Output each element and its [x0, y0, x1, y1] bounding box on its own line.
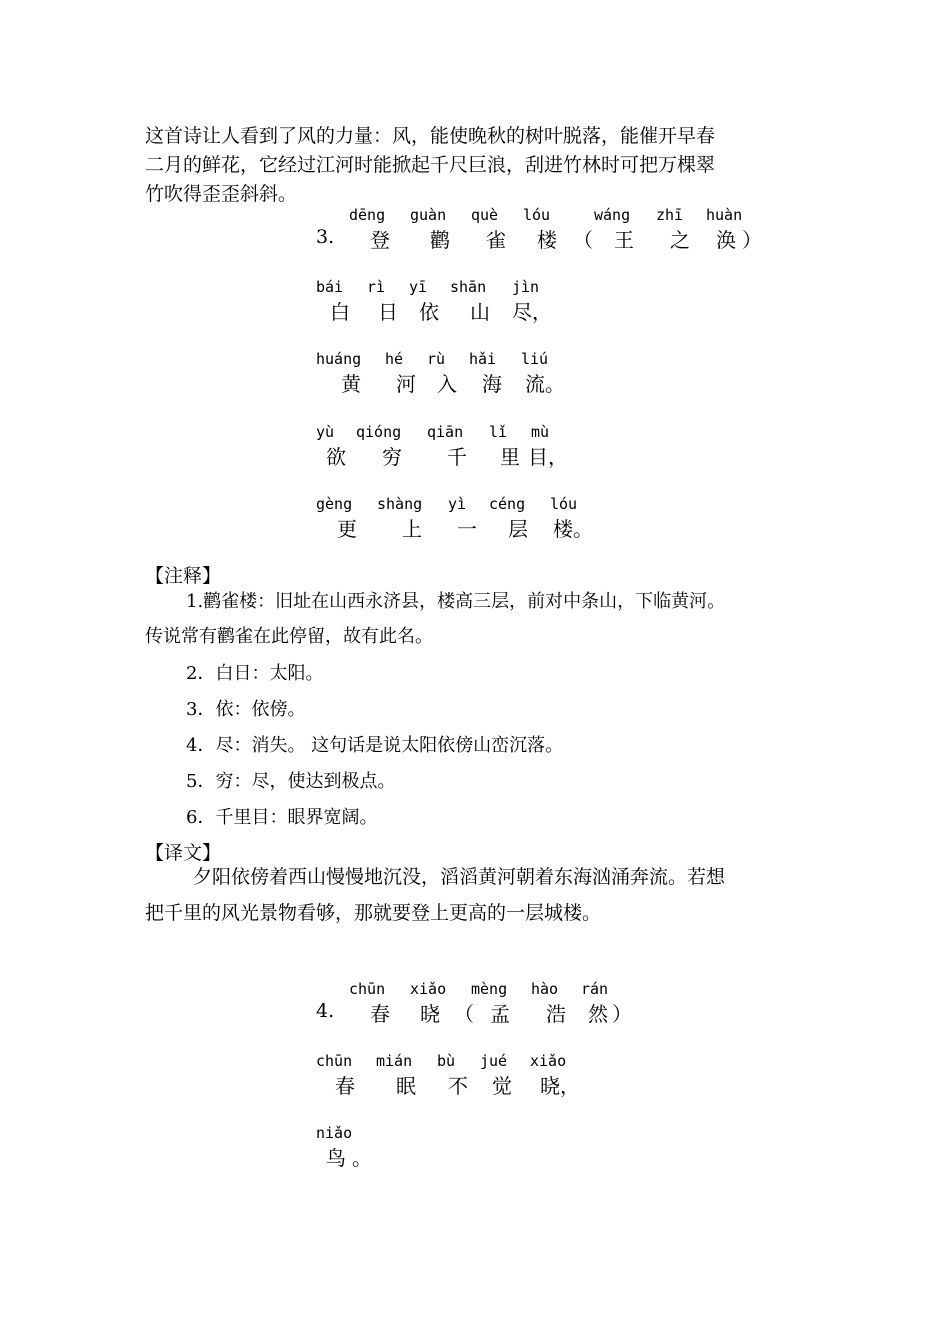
- intro-line-2: 二月的鲜花，它经过江河时能掀起千尺巨浪，刮进竹林时可把万棵翠: [145, 154, 716, 176]
- pinyin: chūn: [316, 1052, 353, 1070]
- pinyin: jué: [480, 1052, 508, 1070]
- hanzi: 黄: [341, 372, 361, 396]
- note-5: 5．穷：尽，使达到极点。: [186, 771, 396, 792]
- pinyin: hǎi: [469, 350, 497, 368]
- poem-number: 3.: [316, 226, 335, 248]
- pinyin: jìn: [512, 278, 540, 296]
- pinyin: niǎo: [316, 1124, 353, 1142]
- hanzi: 里: [500, 445, 520, 469]
- hanzi: 楼: [537, 228, 557, 252]
- note-1a: 1.鹳雀楼：旧址在山西永济县，楼高三层，前对中条山，下临黄河。: [186, 591, 726, 612]
- pinyin: mián: [376, 1052, 413, 1070]
- note-2: 2．白日：太阳。: [186, 663, 324, 684]
- hanzi: 浩: [546, 1002, 566, 1026]
- pinyin: qióng: [356, 423, 402, 441]
- hanzi: 楼。: [553, 517, 593, 541]
- translation-line-2: 把千里的风光景物看够，那就要登上更高的一层城楼。: [145, 902, 602, 924]
- hanzi: 入: [437, 372, 457, 396]
- hanzi: 涣: [716, 228, 736, 252]
- hanzi: 欲: [326, 445, 346, 469]
- hanzi: 一: [457, 517, 477, 541]
- hanzi: 王: [614, 228, 634, 252]
- pinyin: wáng: [594, 206, 631, 224]
- pinyin: xiǎo: [530, 1052, 567, 1070]
- hanzi: ）: [612, 1002, 632, 1026]
- pinyin: mù: [531, 423, 550, 441]
- hanzi: 登: [370, 228, 390, 252]
- hanzi: 觉: [492, 1074, 512, 1098]
- pinyin: guàn: [410, 206, 447, 224]
- hanzi: 鸟: [326, 1146, 346, 1170]
- hanzi: 海: [482, 372, 502, 396]
- hanzi: 更: [337, 517, 357, 541]
- hanzi: （: [454, 1002, 474, 1026]
- hanzi: 孟: [490, 1002, 510, 1026]
- pinyin: lóu: [523, 206, 551, 224]
- hanzi: 河: [396, 372, 416, 396]
- hanzi: 千: [447, 445, 467, 469]
- pinyin: hào: [531, 980, 559, 998]
- hanzi: 晓，: [540, 1074, 580, 1098]
- hanzi: 雀: [486, 228, 506, 252]
- hanzi: 不: [448, 1074, 468, 1098]
- hanzi: 流。: [525, 372, 565, 396]
- intro-line-3: 竹吹得歪歪斜斜。: [145, 183, 298, 205]
- pinyin: lǐ: [489, 423, 508, 441]
- pinyin: rù: [427, 350, 446, 368]
- pinyin: chūn: [349, 980, 386, 998]
- note-3: 3．依：依傍。: [186, 699, 306, 720]
- hanzi: （: [573, 228, 593, 252]
- hanzi: 目，: [528, 445, 568, 469]
- pinyin: rì: [367, 278, 386, 296]
- translation-header: 【译文】: [145, 842, 222, 864]
- pinyin: liú: [521, 350, 549, 368]
- pinyin: qiān: [427, 423, 464, 441]
- note-4: 4．尽：消失。 这句话是说太阳依傍山峦沉落。: [186, 735, 564, 756]
- hanzi: 层: [508, 517, 528, 541]
- hanzi: 上: [402, 517, 422, 541]
- hanzi: 眠: [396, 1074, 416, 1098]
- pinyin: yì: [448, 495, 467, 513]
- note-1b: 传说常有鹳雀在此停留，故有此名。: [145, 626, 433, 647]
- hanzi: 之: [670, 228, 690, 252]
- pinyin: bái: [316, 278, 344, 296]
- pinyin: mèng: [471, 980, 508, 998]
- hanzi: 尽，: [512, 300, 552, 324]
- pinyin: què: [471, 206, 499, 224]
- hanzi: 白: [330, 300, 350, 324]
- pinyin: bù: [437, 1052, 456, 1070]
- hanzi: 依: [419, 300, 439, 324]
- pinyin: yī: [409, 278, 428, 296]
- pinyin: huáng: [316, 350, 362, 368]
- translation-line-1: 夕阳依傍着西山慢慢地沉没，滔滔黄河朝着东海汹涌奔流。若想: [193, 866, 726, 888]
- pinyin: hé: [385, 350, 404, 368]
- hanzi: 日: [378, 300, 398, 324]
- hanzi: 鹳: [430, 228, 450, 252]
- pinyin: céng: [489, 495, 526, 513]
- pinyin: rán: [581, 980, 609, 998]
- hanzi: 春: [370, 1002, 390, 1026]
- poem-number: 4.: [316, 1000, 335, 1022]
- pinyin: dēng: [349, 206, 386, 224]
- pinyin: huàn: [706, 206, 743, 224]
- hanzi: 春: [335, 1074, 355, 1098]
- pinyin: shàng: [377, 495, 423, 513]
- hanzi: 晓: [420, 1002, 440, 1026]
- hanzi: ）: [742, 228, 762, 252]
- pinyin: xiǎo: [410, 980, 447, 998]
- intro-line-1: 这首诗让人看到了风的力量：风，能使晚秋的树叶脱落，能催开早春: [145, 125, 716, 147]
- notes-header: 【注释】: [145, 565, 222, 587]
- hanzi: 山: [470, 300, 490, 324]
- hanzi: 穷: [382, 445, 402, 469]
- pinyin: shān: [450, 278, 487, 296]
- note-6: 6．千里目：眼界宽阔。: [186, 807, 378, 828]
- pinyin: yù: [316, 423, 335, 441]
- hanzi: 然: [588, 1002, 608, 1026]
- hanzi: 。: [352, 1146, 372, 1170]
- pinyin: gèng: [316, 495, 353, 513]
- pinyin: zhī: [656, 206, 684, 224]
- pinyin: lóu: [550, 495, 578, 513]
